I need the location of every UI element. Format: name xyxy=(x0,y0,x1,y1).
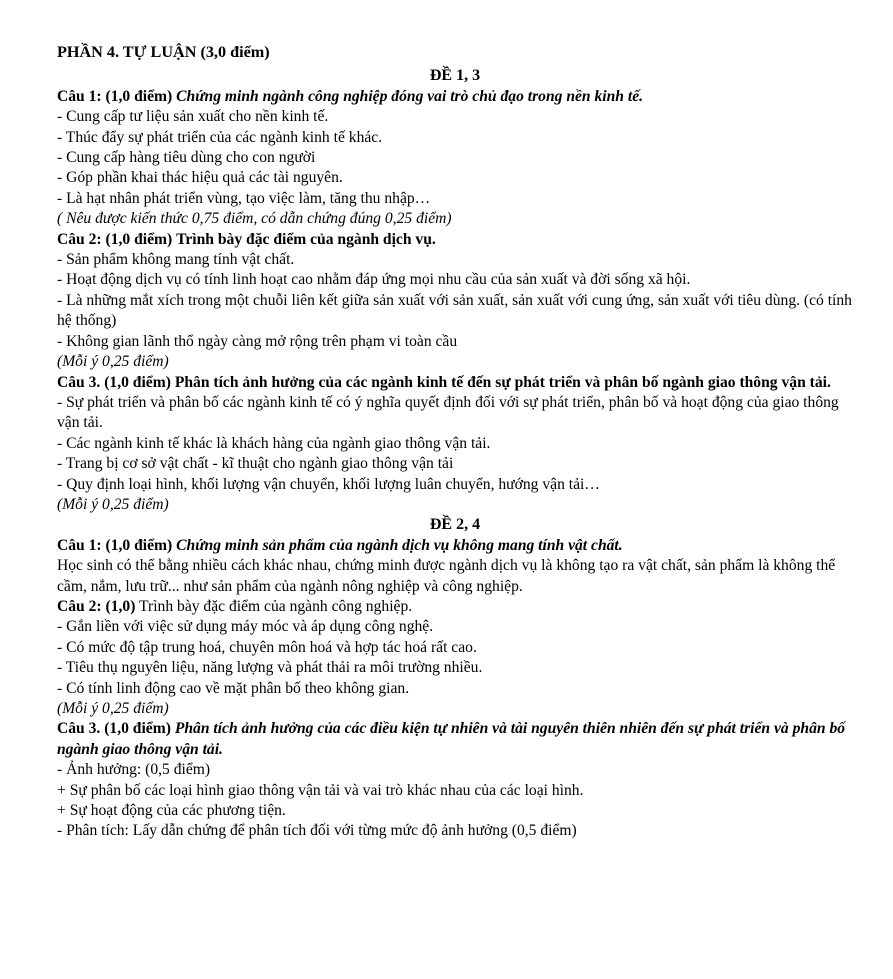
question-number: Câu 1: (1,0 điểm) xyxy=(57,536,173,554)
question-2-heading xyxy=(57,597,853,617)
scoring-note: (Mỗi ý 0,25 điểm) xyxy=(57,353,169,371)
question-2-heading xyxy=(57,230,853,250)
answer-line: - Trang bị cơ sở vật chất - kĩ thuật cho ngành giao thông vận tải xyxy=(57,455,454,473)
answer-line: - Cung cấp tư liệu sản xuất cho nền kinh tế. xyxy=(57,108,329,126)
question-number: Câu 1: (1,0 điểm) xyxy=(57,87,173,105)
answer-line: - Ảnh hưởng: (0,5 điểm) xyxy=(57,761,211,779)
answer-line: - Các ngành kinh tế khác là khách hàng của ngành giao thông vận tải. xyxy=(57,434,491,452)
answer-line: - Là hạt nhân phát triển vùng, tạo việc làm, tăng thu nhập… xyxy=(57,189,431,207)
question-1-heading xyxy=(57,87,853,107)
answer-line: - Sản phẩm không mang tính vật chất. xyxy=(57,251,295,269)
question-text: Chứng minh ngành công nghiệp đóng vai trò chủ đạo trong nền kinh tế. xyxy=(176,87,644,105)
answer-line: - Quy định loại hình, khối lượng vận chuyển, khối lượng luân chuyển, hướng vận tải… xyxy=(57,475,600,493)
answer-line: - Có tính linh động cao về mặt phân bố theo không gian. xyxy=(57,679,410,697)
answer-line: - Gắn liền với việc sử dụng máy móc và áp dụng công nghệ. xyxy=(57,618,434,636)
exam-variant-title: ĐỀ 2, 4 xyxy=(429,516,481,534)
question-number: Câu 3. (1,0 điểm) xyxy=(57,373,171,391)
answer-line: - Phân tích: Lấy dẫn chứng để phân tích đối với từng mức độ ảnh hưởng (0,5 điểm) xyxy=(57,822,577,840)
answer-line: - Tiêu thụ nguyên liệu, năng lượng và phát thải ra môi trường nhiều. xyxy=(57,659,483,677)
question-text: Trình bày đặc điểm của ngành dịch vụ. xyxy=(176,230,436,248)
question-text: Trình bày đặc điểm của ngành công nghiệp. xyxy=(135,597,413,615)
answer-line: - Thúc đẩy sự phát triển của các ngành kinh tế khác. xyxy=(57,128,383,146)
scoring-note: (Mỗi ý 0,25 điểm) xyxy=(57,495,169,513)
answer-line: - Có mức độ tập trung hoá, chuyên môn hoá và hợp tác hoá rất cao. xyxy=(57,638,477,656)
question-3-heading xyxy=(57,719,853,760)
question-text: Chứng minh sản phẩm của ngành dịch vụ không mang tính vật chất. xyxy=(176,536,623,554)
answer-line: Học sinh có thể bằng nhiều cách khác nhau, chứng minh được ngành dịch vụ là không tạo ra vật chất, sản phẩm là không thể cầm, nắm, lưu trữ... như sản phẩm của ngành nông nghiệp và công nghiệp. xyxy=(57,557,836,595)
answer-line: - Góp phần khai thác hiệu quả các tài nguyên. xyxy=(57,169,343,187)
scoring-note: ( Nêu được kiến thức 0,75 điểm, có dẫn chứng đúng 0,25 điểm) xyxy=(57,210,452,228)
part-title: PHẦN 4. TỰ LUẬN (3,0 điểm) xyxy=(57,43,270,61)
answer-line: + Sự phân bố các loại hình giao thông vận tải và vai trò khác nhau của các loại hình. xyxy=(57,781,584,799)
answer-line: - Là những mắt xích trong một chuỗi liên kết giữa sản xuất với sản xuất, sản xuất với cung ứng, sản xuất với tiêu dùng. (có tính hệ thống) xyxy=(57,291,852,330)
answer-line: - Sự phát triển và phân bố các ngành kinh tế có ý nghĩa quyết định đối với sự phát triển, phân bố và hoạt động của giao thông vận tải. xyxy=(57,393,839,432)
question-text: Phân tích ảnh hưởng của các ngành kinh tế đến sự phát triển và phân bố ngành giao thông vận tải. xyxy=(174,373,831,391)
answer-line: - Cung cấp hàng tiêu dùng cho con người xyxy=(57,149,316,167)
answer-line: - Không gian lãnh thổ ngày càng mở rộng trên phạm vi toàn cầu xyxy=(57,332,458,350)
exam-variant-title: ĐỀ 1, 3 xyxy=(429,67,481,85)
question-3-heading xyxy=(57,373,853,393)
question-number: Câu 3. (1,0 điểm) xyxy=(57,720,171,738)
answer-line: + Sự hoạt động của các phương tiện. xyxy=(57,802,286,820)
answer-line: - Hoạt động dịch vụ có tính linh hoạt cao nhằm đáp ứng mọi nhu cầu của sản xuất và đời sống xã hội. xyxy=(57,271,691,289)
scoring-note: (Mỗi ý 0,25 điểm) xyxy=(57,700,169,717)
question-text: Phân tích ảnh hưởng của các điều kiện tự nhiên và tài nguyên thiên nhiên đến sự phát triển và phân bố ngành giao thông vận tải. xyxy=(57,720,846,758)
question-1-heading xyxy=(57,536,853,556)
question-number: Câu 2: (1,0 điểm) xyxy=(57,230,173,248)
question-number: Câu 2: (1,0) xyxy=(57,597,136,615)
